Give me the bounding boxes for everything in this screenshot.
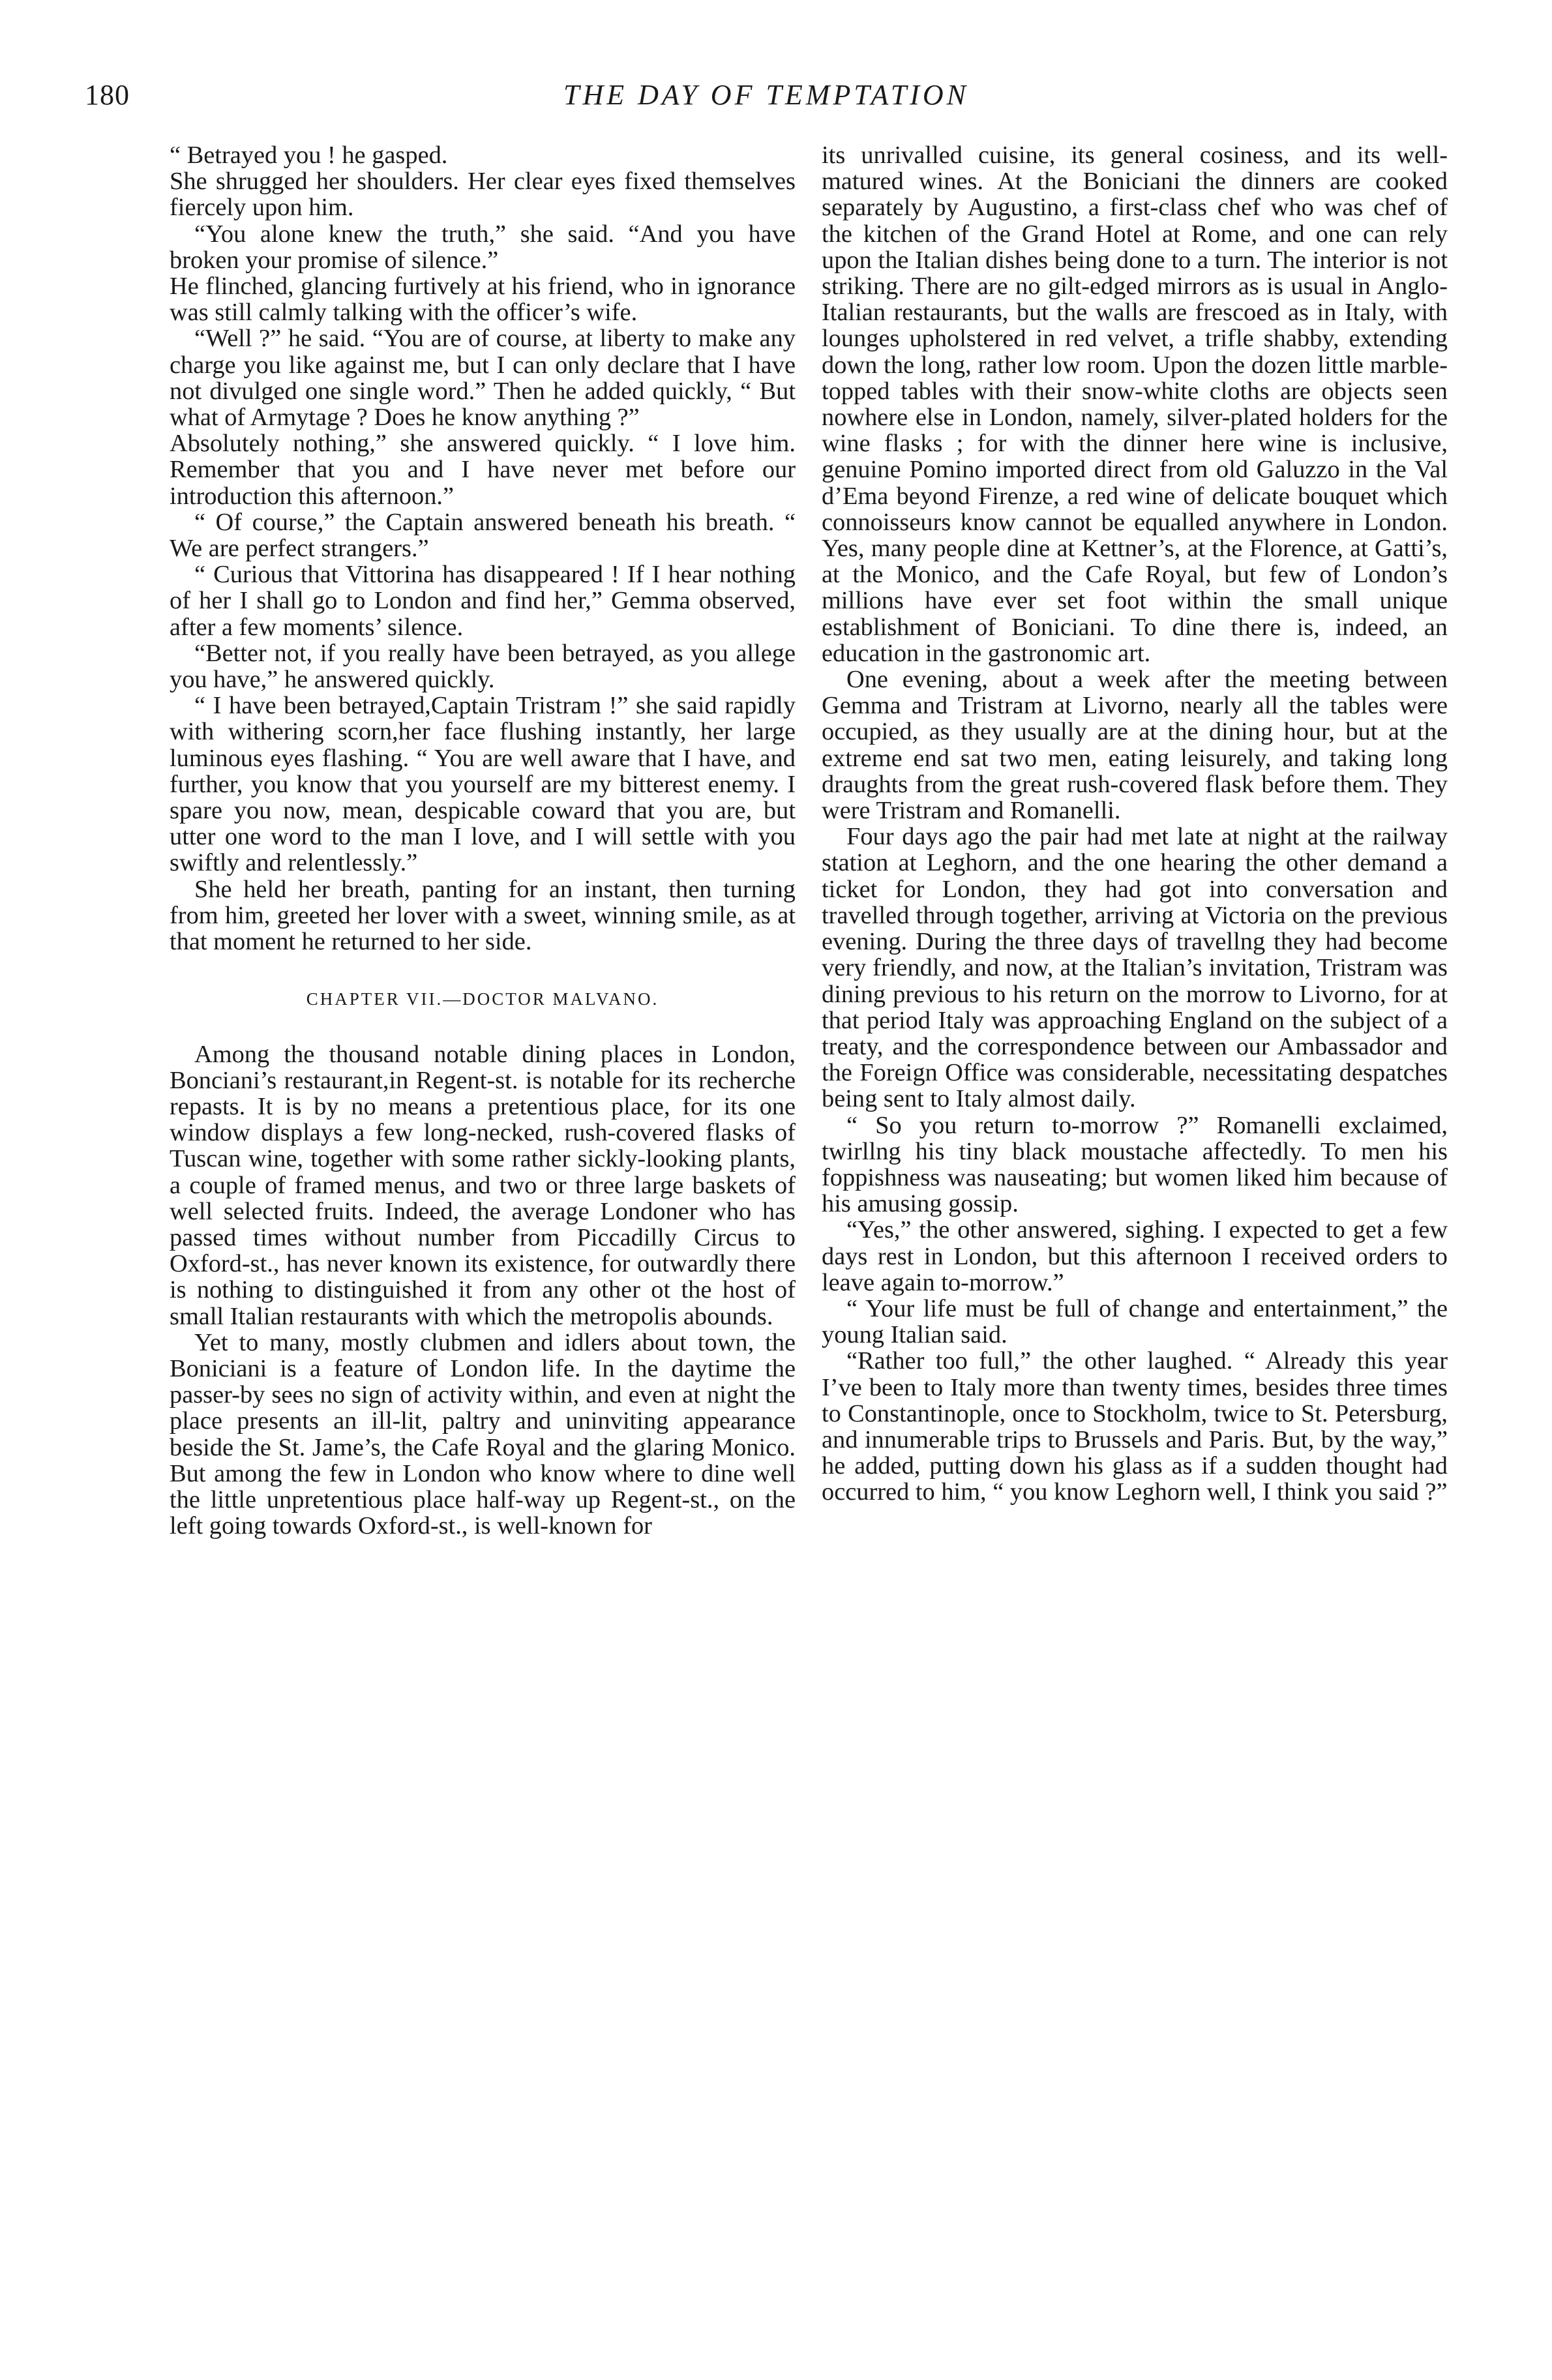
paragraph: “Well ?” he said. “You are of course, at liberty to make any charge you like against me, but I can only declare that I have not divulged one single word.” Then he added quickly, “ But what of Armytage ? Does he know anything ?” — [170, 325, 796, 432]
left-column — [170, 142, 796, 1539]
chapter-heading: CHAPTER VII.—DOCTOR MALVANO. — [306, 989, 659, 1009]
paragraph: Among the thousand notable dining places in London, Bonciani’s restaurant,in Regent-st. is notable for its recherche repasts. It is by no means a pretentious place, for its one window displays a few long-necked, rush-covered flasks of Tuscan wine, together with some rather sickly-looking plants, a couple of framed menus, and two or three large baskets of well selected fruits. Indeed, the average Londoner who has passed times without number from Piccadilly Circus to Oxford-st., has never known its existence, for outwardly there is nothing to distinguished it from any other ot the host of small Italian restaurants with which the metropolis abounds. — [170, 1040, 796, 1330]
paragraph: “Yes,” the other answered, sighing. I expected to get a few days rest in London, but this afternoon I received orders to leave again to-morrow.” — [822, 1216, 1448, 1296]
paragraph: “ Curious that Vittorina has disappeared ! If I hear nothing of her I shall go to London and find her,” Gemma observed, after a few moments’ silence. — [170, 561, 796, 641]
right-column — [822, 142, 1448, 1506]
paragraph: “ I have been betrayed,Captain Tristram !” she said rapidly with withering scorn,her face flushing instantly, her large luminous eyes flashing. “ You are well aware that I have, and further, you know that you yourself are my bitterest enemy. I spare you now, mean, despicable coward that you are, but utter one word to the man I love, and I will settle with you swiftly and relentlessly.” — [170, 692, 796, 877]
paragraph: Yet to many, mostly clubmen and idlers about town, the Boniciani is a feature of London life. In the daytime the passer-by sees no sign of activity within, and even at night the place presents an ill-lit, paltry and uninviting appearance beside the St. Jame’s, the Cafe Royal and the glaring Monico. But among the few in London who know where to dine well the little unpretentious place half-way up Regent-st., on the left going towards Oxford-st., is well-known for — [170, 1328, 796, 1540]
paragraph: “ So you return to-morrow ?” Romanelli exclaimed, twirllng his tiny black moustache affectedly. To men his foppishness was nauseating; but women liked him because of his amusing gossip. — [822, 1111, 1448, 1218]
paragraph: She held her breath, panting for an instant, then turning from him, greeted her lover with a sweet, winning smile, as at that moment he returned to her side. — [170, 875, 796, 956]
paragraph: “ Your life must be full of change and entertainment,” the young Italian said. — [822, 1294, 1448, 1349]
paragraph: “Rather too full,” the other laughed. “ Already this year I’ve been to Italy more than twenty times, besides three times to Constantinople, once to Stockholm, twice to St. Petersburg, and innumerable trips to Brussels and Paris. But, by the way,” he added, putting down his glass as if a sudden thought had occurred to him, “ you know Leghorn well, I think you said ?” — [822, 1347, 1448, 1506]
page-number: 180 — [85, 79, 130, 111]
paragraph: He flinched, glancing furtively at his friend, who in ignorance was still calmly talking with the officer’s wife. — [170, 273, 796, 327]
paragraph: “You alone knew the truth,” she said. “And you have broken your promise of silence.” — [170, 220, 796, 274]
paragraph: “ Of course,” the Captain answered beneath his breath. “ We are perfect strangers.” — [170, 508, 796, 563]
running-title: THE DAY OF TEMPTATION — [563, 79, 970, 111]
paragraph: She shrugged her shoulders. Her clear eyes fixed themselves fiercely upon him. — [170, 168, 796, 222]
page-header — [85, 78, 1448, 124]
paragraph: Absolutely nothing,” she answered quickly. “ I love him. Remember that you and I have never met before our introduction this afternoon.” — [170, 430, 796, 510]
paragraph: “Better not, if you really have been betrayed, as you allege you have,” he answered quickly. — [170, 639, 796, 694]
paragraph: its unrivalled cuisine, its general cosiness, and its well-matured wines. At the Boniciani the dinners are cooked separately by Augustino, a first-class chef who was chef of the kitchen of the Grand Hotel at Rome, and one can rely upon the Italian dishes being done to a turn. The interior is not striking. There are no gilt-edged mirrors as is usual in Anglo-Italian restaurants, but the walls are frescoed as in Italy, with lounges upholstered in red velvet, a trifle shabby, extending down the long, rather low room. Upon the dozen little marble-topped tables with their snow-white cloths are objects seen nowhere else in London, namely, silver-plated holders for the wine flasks ; for with the dinner here wine is inclusive, genuine Pomino imported direct from old Galuzzo in the Val d’Ema beyond Firenze, a red wine of delicate bouquet which connoisseurs know cannot be equalled anywhere in London. Yes, many people dine at Kettner’s, at the Florence, at Gatti’s, at the Monico, and the Cafe Royal, but few of London’s millions have ever set foot within the small unique establishment of Boniciani. To dine there is, indeed, an education in the gastronomic art. — [822, 141, 1448, 667]
paragraph: Four days ago the pair had met late at night at the railway station at Leghorn, and the one hearing the other demand a ticket for London, they had got into conversation and travelled through together, arriving at Victoria on the previous evening. During the three days of travellng they had become very friendly, and now, at the Italian’s invitation, Tristram was dining previous to his return on the morrow to Livorno, for at that period Italy was approaching England on the subject of a treaty, and the correspondence between our Ambassador and the Foreign Office was considerable, necessitating despatches being sent to Italy almost daily. — [822, 823, 1448, 1113]
paragraph: “ Betrayed you ! he gasped. — [170, 141, 448, 169]
paragraph: One evening, about a week after the meeting between Gemma and Tristram at Livorno, nearly all the tables were occupied, as they usually are at the dining hour, but at the extreme end sat two men, eating leisurely, and taking long draughts from the great rush-covered flask before them. They were Tristram and Romanelli. — [822, 666, 1448, 825]
